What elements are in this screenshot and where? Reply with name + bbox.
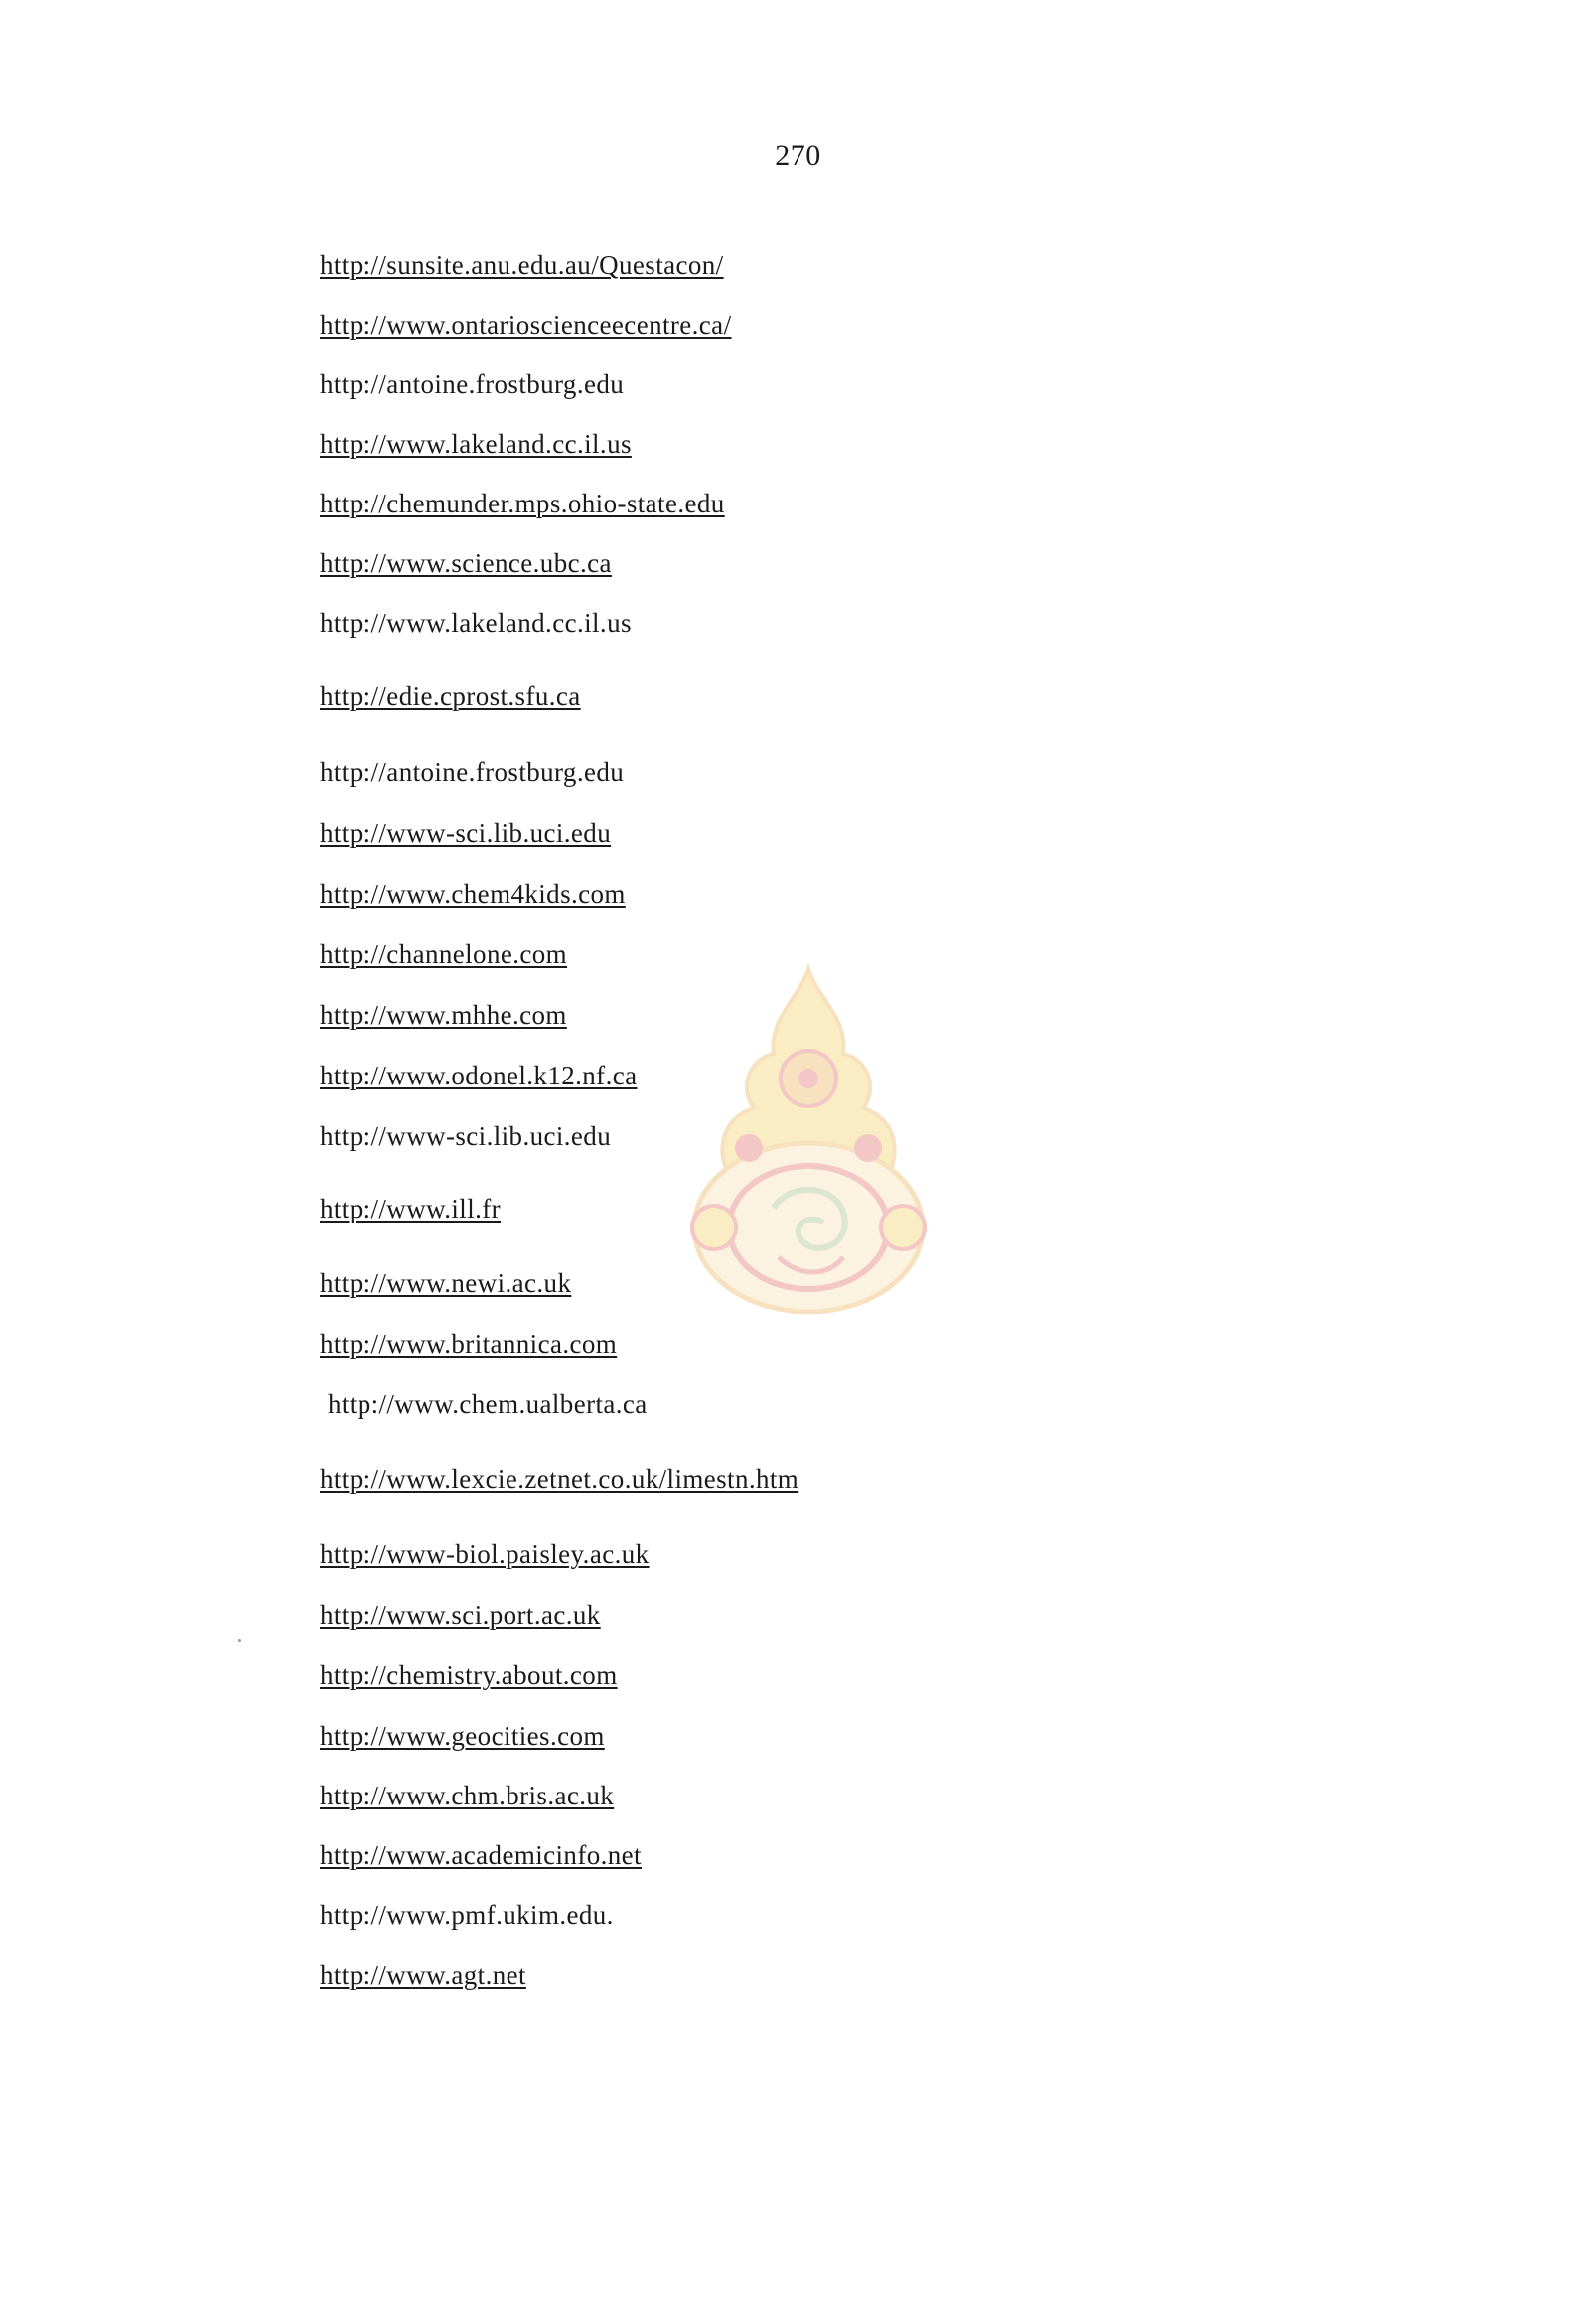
page-number: 270 [775, 139, 821, 172]
list-item[interactable]: http://www.chem.ualberta.ca [328, 1389, 648, 1419]
list-item[interactable]: http://www.science.ubc.ca [320, 548, 612, 578]
list-item[interactable]: http://www-sci.lib.uci.edu [320, 1121, 612, 1151]
list-item[interactable]: http://chemistry.about.com [320, 1660, 618, 1690]
list-item[interactable]: http://antoine.frostburg.edu [320, 757, 625, 787]
list-item[interactable]: http://edie.cprost.sfu.ca [320, 681, 581, 711]
list-item[interactable]: http://www.sci.port.ac.uk [320, 1600, 601, 1630]
list-item[interactable]: http://www.chm.bris.ac.uk [320, 1781, 615, 1810]
list-item[interactable]: http://www.ill.fr [320, 1194, 502, 1223]
list-item[interactable]: http://www.britannica.com [320, 1329, 618, 1359]
list-item[interactable]: http://www-sci.lib.uci.edu [320, 818, 612, 848]
list-item[interactable]: http://www.odonel.k12.nf.ca [320, 1061, 638, 1090]
list-item[interactable]: http://www.pmf.ukim.edu. [320, 1900, 614, 1930]
list-item[interactable]: http://www.lakeland.cc.il.us [320, 608, 632, 638]
list-item[interactable]: http://www.agt.net [320, 1960, 526, 1990]
list-item[interactable]: http://www.geocities.com [320, 1721, 605, 1751]
list-item[interactable]: http://www.newi.ac.uk [320, 1268, 572, 1298]
list-item[interactable]: http://chemunder.mps.ohio-state.edu [320, 489, 725, 518]
list-item[interactable]: http://www.mhhe.com [320, 1000, 567, 1030]
list-item[interactable]: http://channelone.com [320, 939, 568, 969]
list-item[interactable]: http://www-biol.paisley.ac.uk [320, 1539, 650, 1569]
list-item[interactable]: http://sunsite.anu.edu.au/Questacon/ [320, 250, 724, 280]
list-item[interactable]: http://www.lexcie.zetnet.co.uk/limestn.htm [320, 1464, 799, 1494]
institution-seal-icon [659, 959, 957, 1357]
list-item[interactable]: http://www.academicinfo.net [320, 1840, 642, 1870]
list-item[interactable]: http://antoine.frostburg.edu [320, 369, 625, 399]
list-item[interactable]: http://www.ontarioscienceecentre.ca/ [320, 310, 732, 340]
list-item[interactable]: http://www.chem4kids.com [320, 879, 626, 909]
scan-artifact [238, 1639, 241, 1642]
list-item[interactable]: http://www.lakeland.cc.il.us [320, 429, 632, 459]
